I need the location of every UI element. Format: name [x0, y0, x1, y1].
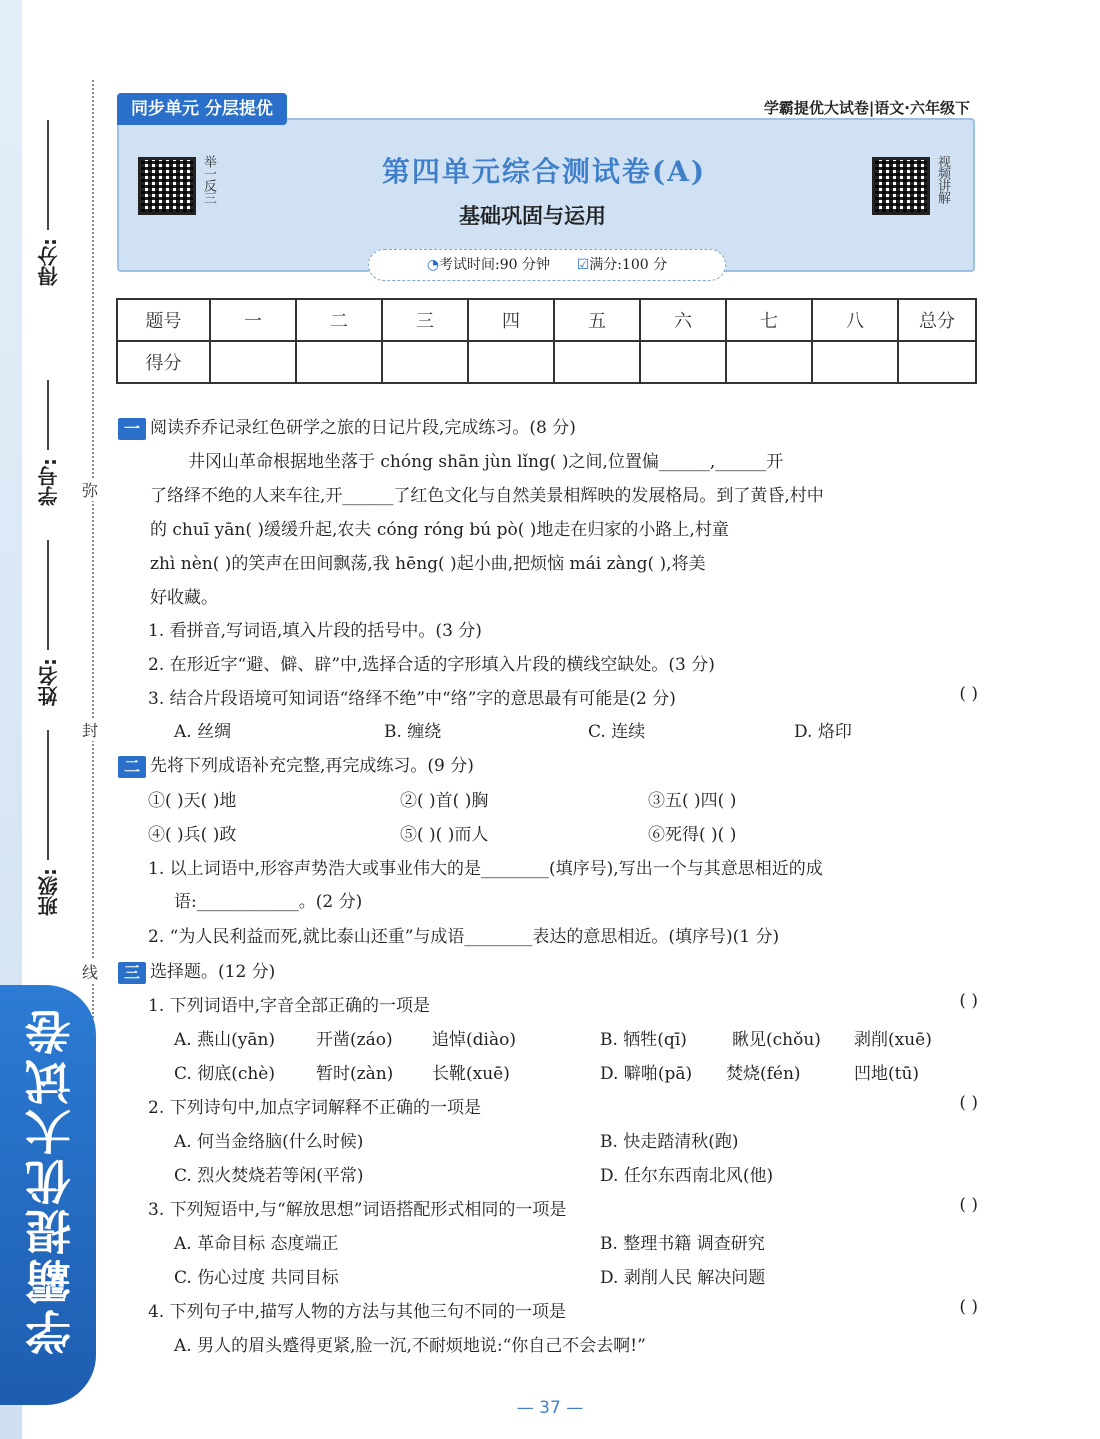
score-input-cell[interactable] — [296, 341, 382, 383]
option[interactable]: D. 烙印 — [794, 722, 852, 742]
table-cell: 六 — [640, 299, 726, 341]
name-label: 姓名: — [36, 658, 61, 706]
question-line: 3. 下列短语中,与“解放思想”词语搭配形式相同的一项是 — [148, 1200, 567, 1220]
score-input-cell[interactable] — [812, 341, 898, 383]
option-word: 追悼(diào) — [432, 1030, 516, 1050]
score-input-cell[interactable] — [898, 341, 976, 383]
table-cell: 二 — [296, 299, 382, 341]
blank-line — [47, 730, 49, 860]
idiom: ③五( )四( ) — [648, 791, 737, 811]
section-title: 选择题。(12 分) — [150, 962, 276, 982]
question-line: 1. 下列词语中,字音全部正确的一项是 — [148, 996, 431, 1016]
question-line: 2. 在形近字“避、僻、辟”中,选择合适的字形填入片段的横线空缺处。(3 分) — [148, 655, 715, 675]
cut-mark: 封 — [82, 718, 98, 741]
table-cell: 总分 — [898, 299, 976, 341]
check-icon: ☑ — [576, 257, 590, 273]
blank-line — [47, 380, 49, 450]
blank-line — [47, 540, 49, 650]
exam-info — [368, 249, 726, 281]
option[interactable]: D. 剥削人民 解决问题 — [600, 1268, 766, 1288]
unit-badge: 同步单元 分层提优 — [117, 93, 287, 125]
table-cell: 三 — [382, 299, 468, 341]
score-input-cell[interactable] — [726, 341, 812, 383]
option[interactable]: A. 燕山(yān) — [174, 1030, 276, 1050]
option-word: 长靴(xuē) — [432, 1064, 510, 1084]
section-heading — [118, 413, 576, 440]
option-word: 开凿(záo) — [316, 1030, 393, 1050]
option[interactable]: C. 彻底(chè) — [174, 1064, 276, 1084]
question-line: 3. 结合片段语境可知词语“络绎不绝”中“络”字的意思最有可能是(2 分) — [148, 689, 676, 709]
option[interactable]: C. 烈火焚烧若等闲(平常) — [174, 1166, 364, 1186]
option[interactable]: A. 丝绸 — [174, 722, 232, 742]
score-input-cell[interactable] — [210, 341, 296, 383]
section-heading — [118, 957, 275, 984]
table-row — [117, 299, 976, 341]
option-word: 瞅见(chǒu) — [732, 1030, 821, 1050]
score-table — [116, 298, 977, 384]
option[interactable]: A. 何当金络脑(什么时候) — [174, 1132, 364, 1152]
table-cell: 得分 — [117, 341, 210, 383]
score-input-cell[interactable] — [554, 341, 640, 383]
section-number: 三 — [118, 962, 146, 984]
answer-paren[interactable]: ( ) — [959, 684, 978, 704]
name-field — [28, 540, 68, 706]
table-cell: 题号 — [117, 299, 210, 341]
brand-banner — [0, 985, 96, 1405]
answer-paren[interactable]: ( ) — [959, 1093, 978, 1113]
idiom: ⑥死得( )( ) — [648, 825, 737, 845]
answer-paren[interactable]: ( ) — [959, 1297, 978, 1317]
idiom: ⑤( )( )而人 — [400, 825, 489, 845]
option[interactable]: B. 快走踏清秋(跑) — [600, 1132, 739, 1152]
question-line: 2. 下列诗句中,加点字词解释不正确的一项是 — [148, 1098, 482, 1118]
question-line: 1. 以上词语中,形容声势浩大或事业伟大的是________(填序号),写出一个与其意思相近的成 — [148, 859, 823, 879]
section-number: 一 — [118, 418, 146, 440]
qr-caption: 举一反三 — [201, 155, 216, 203]
class-field — [28, 730, 68, 916]
clock-icon: ◔ — [426, 257, 440, 273]
option[interactable]: C. 连续 — [588, 722, 646, 742]
section-heading — [118, 751, 474, 778]
idiom: ②( )首( )胸 — [400, 791, 489, 811]
option-word: 剥削(xuē) — [854, 1030, 932, 1050]
class-label: 班级: — [36, 868, 61, 916]
brand-logo: 学霸提优大试卷 — [24, 1005, 78, 1355]
option[interactable]: D. 噼啪(pā) — [600, 1064, 693, 1084]
option[interactable]: B. 牺牲(qī) — [600, 1030, 687, 1050]
section-title: 先将下列成语补充完整,再完成练习。(9 分) — [150, 756, 474, 776]
answer-paren[interactable]: ( ) — [959, 991, 978, 1011]
question-line: 4. 下列句子中,描写人物的方法与其他三句不同的一项是 — [148, 1302, 567, 1322]
passage-line: zhì nèn( )的笑声在田间飘荡,我 hēng( )起小曲,把烦恼 mái zàng( ),将美 — [150, 554, 706, 574]
page-number: — 37 — — [516, 1398, 584, 1418]
score-label: 得分: — [36, 238, 61, 286]
option[interactable]: A. 男人的眉头蹙得更紧,脸一沉,不耐烦地说:“你自己不会去啊!” — [174, 1336, 646, 1356]
table-cell: 七 — [726, 299, 812, 341]
passage-line: 井冈山革命根据地坐落于 chóng shān jùn lǐng( )之间,位置偏______,______开 — [188, 452, 784, 472]
page-title: 第四单元综合测试卷(A) — [381, 155, 707, 188]
section-title: 阅读乔乔记录红色研学之旅的日记片段,完成练习。(8 分) — [150, 418, 576, 438]
passage-line: 的 chuī yān( )缓缓升起,农夫 cóng róng bú pò( )地走在归家的小路上,村童 — [150, 520, 729, 540]
idiom: ④( )兵( )政 — [148, 825, 237, 845]
passage-line: 好收藏。 — [150, 588, 218, 608]
option[interactable]: A. 革命目标 态度端正 — [174, 1234, 339, 1254]
passage-line: 了络绎不绝的人来车往,开______了红色文化与自然美景相辉映的发展格局。到了黄昏,村中 — [150, 486, 824, 506]
series-label: 学霸提优大试卷|语文·六年级下 — [763, 99, 970, 117]
exam-time: 考试时间:90 分钟 — [439, 257, 551, 273]
page-subtitle: 基础巩固与运用 — [459, 204, 606, 228]
answer-paren[interactable]: ( ) — [959, 1195, 978, 1215]
option-word: 凹地(tū) — [854, 1064, 920, 1084]
question-line: 2. “为人民利益而死,就比泰山还重”与成语________表达的意思相近。(填序号)(1 分) — [148, 927, 780, 947]
score-input-cell[interactable] — [382, 341, 468, 383]
idiom: ①( )天( )地 — [148, 791, 237, 811]
table-cell: 一 — [210, 299, 296, 341]
score-input-cell[interactable] — [468, 341, 554, 383]
full-score: 满分:100 分 — [589, 257, 668, 273]
option[interactable]: B. 缠绕 — [384, 722, 442, 742]
qr-caption: 视频讲解 — [935, 155, 950, 203]
option[interactable]: C. 伤心过度 共同目标 — [174, 1268, 339, 1288]
option-word: 暂时(zàn) — [316, 1064, 394, 1084]
score-input-cell[interactable] — [640, 341, 726, 383]
option-word: 焚烧(fén) — [726, 1064, 801, 1084]
cut-mark: 弥 — [82, 478, 98, 501]
option[interactable]: D. 任尔东西南北风(他) — [600, 1166, 774, 1186]
student-id-field — [28, 380, 68, 506]
question-line: 1. 看拼音,写词语,填入片段的括号中。(3 分) — [148, 621, 482, 641]
cut-mark: 线 — [82, 960, 98, 983]
table-row — [117, 341, 976, 383]
table-cell: 五 — [554, 299, 640, 341]
student-id-label: 学号: — [36, 458, 61, 506]
option[interactable]: B. 整理书籍 调查研究 — [600, 1234, 765, 1254]
section-number: 二 — [118, 756, 146, 778]
table-cell: 四 — [468, 299, 554, 341]
question-line: 语:____________。(2 分) — [174, 892, 363, 912]
table-cell: 八 — [812, 299, 898, 341]
